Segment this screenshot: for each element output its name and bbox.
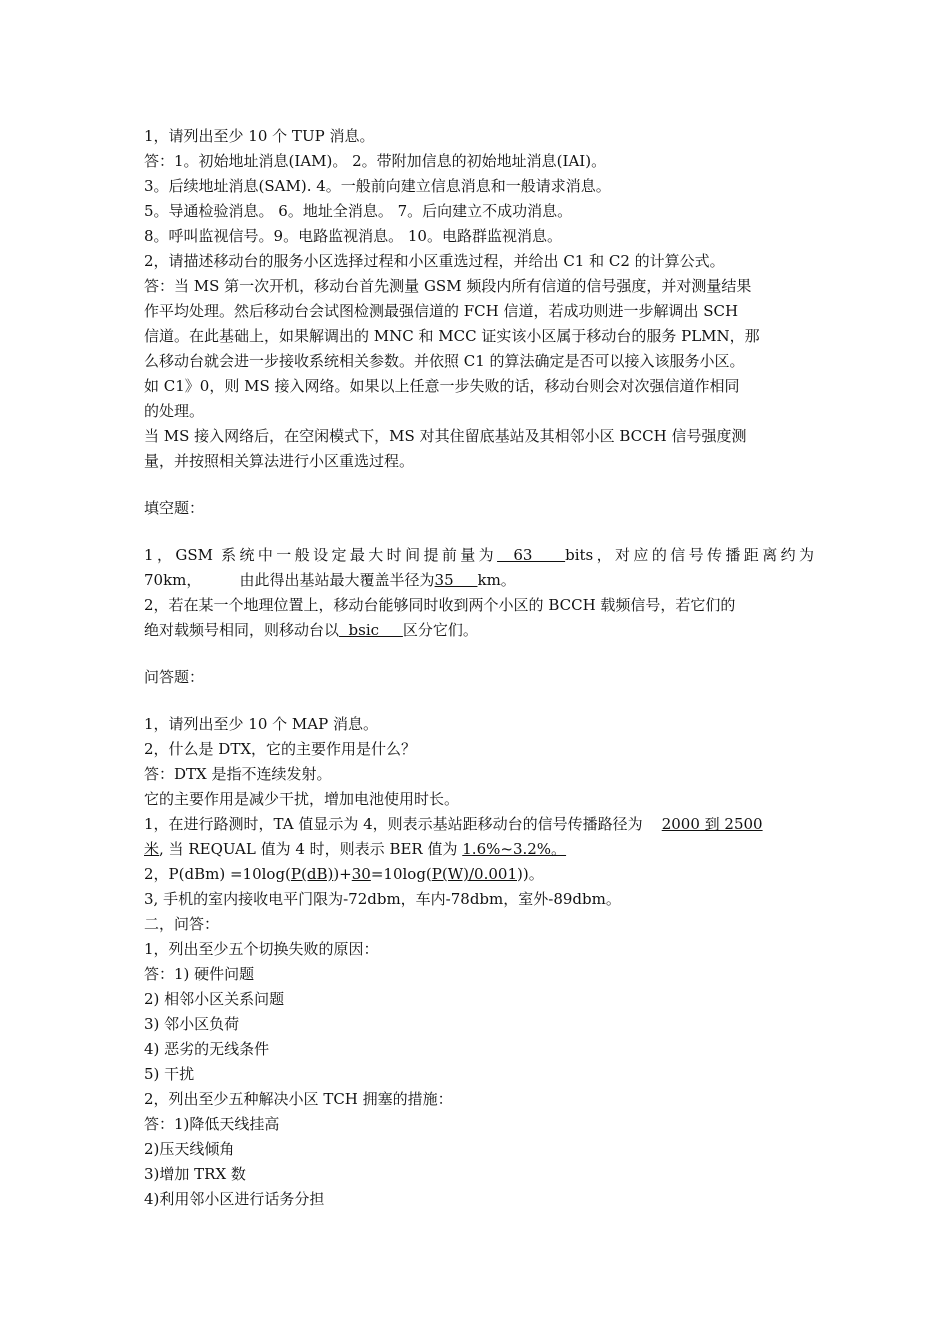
spacer — [144, 690, 814, 712]
answer-line: 量，并按照相关算法进行小区重选过程。 — [144, 452, 415, 470]
spacer — [144, 474, 814, 496]
text-span: )+ — [333, 865, 352, 883]
question-map: 1，请列出至少 10 个 MAP 消息。 — [144, 715, 378, 733]
qa-heading: 问答题： — [144, 668, 205, 686]
answer-line: 的处理。 — [144, 402, 205, 420]
text-span: 2，P(dBm) =10log( — [144, 865, 291, 883]
question-dtx: 2，什么是 DTX，它的主要作用是什么？ — [144, 740, 417, 758]
list-item: 答：1)降低天线挂高 — [144, 1115, 280, 1133]
question-handover: 1，列出至少五个切换失败的原因： — [144, 940, 379, 958]
text-span: =10log( — [370, 865, 432, 883]
fill-question-1 — [144, 543, 814, 568]
fill-question-2-cont — [144, 618, 814, 643]
spacer — [144, 643, 814, 665]
list-item: 4) 恶劣的无线条件 — [144, 1040, 270, 1058]
fill-answer: bsic — [339, 621, 403, 639]
fill-answer: 2000 到 2500 — [661, 815, 763, 833]
fill-answer: P(dB) — [290, 865, 334, 883]
text-span: km。 — [477, 571, 516, 589]
answer-line: 当 MS 接入网络后，在空闲模式下，MS 对其住留底基站及其相邻小区 BCCH 信号强度测 — [144, 427, 747, 445]
answer-line: 5。导通检验消息。 6。地址全消息。 7。后向建立不成功消息。 — [144, 202, 573, 220]
text-span: 70km， 由此得出基站最大覆盖半径为 — [144, 571, 435, 589]
list-item: 3) 邻小区负荷 — [144, 1015, 240, 1033]
answer-line: 8。呼叫监视信号。9。电路监视消息。 10。电路群监视消息。 — [144, 227, 562, 245]
fill-answer: 35 — [434, 571, 478, 589]
list-item: 2) 相邻小区关系问题 — [144, 990, 285, 1008]
ta-question-cont — [144, 837, 814, 862]
formula-line — [144, 862, 814, 887]
text-span: 绝对载频号相同，则移动台以 — [144, 621, 340, 639]
ta-question — [144, 812, 814, 837]
text-span: 1，GSM 系统中一般设定最大时间提前量为 — [144, 546, 498, 564]
answer-line: 它的主要作用是减少干扰，增加电池使用时长。 — [144, 790, 460, 808]
text-span: ))。 — [517, 865, 544, 883]
answer-line: 答：DTX 是指不连续发射。 — [144, 765, 332, 783]
spacer — [144, 521, 814, 543]
list-item: 5) 干扰 — [144, 1065, 195, 1083]
answer-line: 作平均处理。然后移动台会试图检测最强信道的 FCH 信道，若成功则进一步解调出 SCH — [144, 302, 739, 320]
answer-line: 答：1。初始地址消息(IAM)。 2。带附加信息的初始地址消息(IAI)。 — [144, 152, 607, 170]
answer-line: 信道。在此基础上，如果解调出的 MNC 和 MCC 证实该小区属于移动台的服务 PLMN，那 — [144, 327, 760, 345]
fill-answer: 米 — [144, 840, 160, 858]
text-span: 1，在进行路测时，TA 值显示为 4，则表示基站距移动台的信号传播路径为 — [144, 815, 662, 833]
fill-answer: 63 — [497, 546, 566, 564]
part2-heading: 二，问答： — [144, 915, 220, 933]
question-cell-selection: 2，请描述移动台的服务小区选择过程和小区重选过程，并给出 C1 和 C2 的计算公式。 — [144, 252, 725, 270]
fill-question-1-cont — [144, 568, 814, 593]
text-span: , 当 REQUAL 值为 4 时，则表示 BER 值为 — [159, 840, 463, 858]
answer-line: 答：当 MS 第一次开机，移动台首先测量 GSM 频段内所有信道的信号强度，并对测量结果 — [144, 277, 752, 295]
answer-line: 3。后续地址消息(SAM). 4。一般前向建立信息消息和一般请求消息。 — [144, 177, 611, 195]
list-item: 答：1) 硬件问题 — [144, 965, 255, 983]
fill-answer: 1.6%~3.2%。 — [462, 840, 567, 858]
fill-heading: 填空题： — [144, 499, 205, 517]
answer-line: 么移动台就会进一步接收系统相关参数。并依照 C1 的算法确定是否可以接入该服务小区。 — [144, 352, 745, 370]
document-body — [144, 124, 814, 1212]
fill-question-2: 2，若在某一个地理位置上，移动台能够同时收到两个小区的 BCCH 载频信号，若它们的 — [144, 596, 736, 614]
text-span: 区分它们。 — [402, 621, 478, 639]
fill-answer: 30 — [351, 865, 371, 883]
fill-answer: P(W)/0.001 — [431, 865, 517, 883]
list-item: 3)增加 TRX 数 — [144, 1165, 246, 1183]
list-item: 4)利用邻小区进行话务分担 — [144, 1190, 325, 1208]
list-item: 2)压天线倾角 — [144, 1140, 235, 1158]
text-span: bits，对应的信号传播距离约为 — [565, 546, 814, 564]
threshold-line: 3, 手机的室内接收电平门限为-72dbm，车内-78dbm，室外-89dbm。 — [144, 890, 621, 908]
question-tup: 1，请列出至少 10 个 TUP 消息。 — [144, 127, 375, 145]
question-tch-congestion: 2，列出至少五种解决小区 TCH 拥塞的措施： — [144, 1090, 453, 1108]
answer-line: 如 C1》0，则 MS 接入网络。如果以上任意一步失败的话，移动台则会对次强信道作相同 — [144, 377, 740, 395]
